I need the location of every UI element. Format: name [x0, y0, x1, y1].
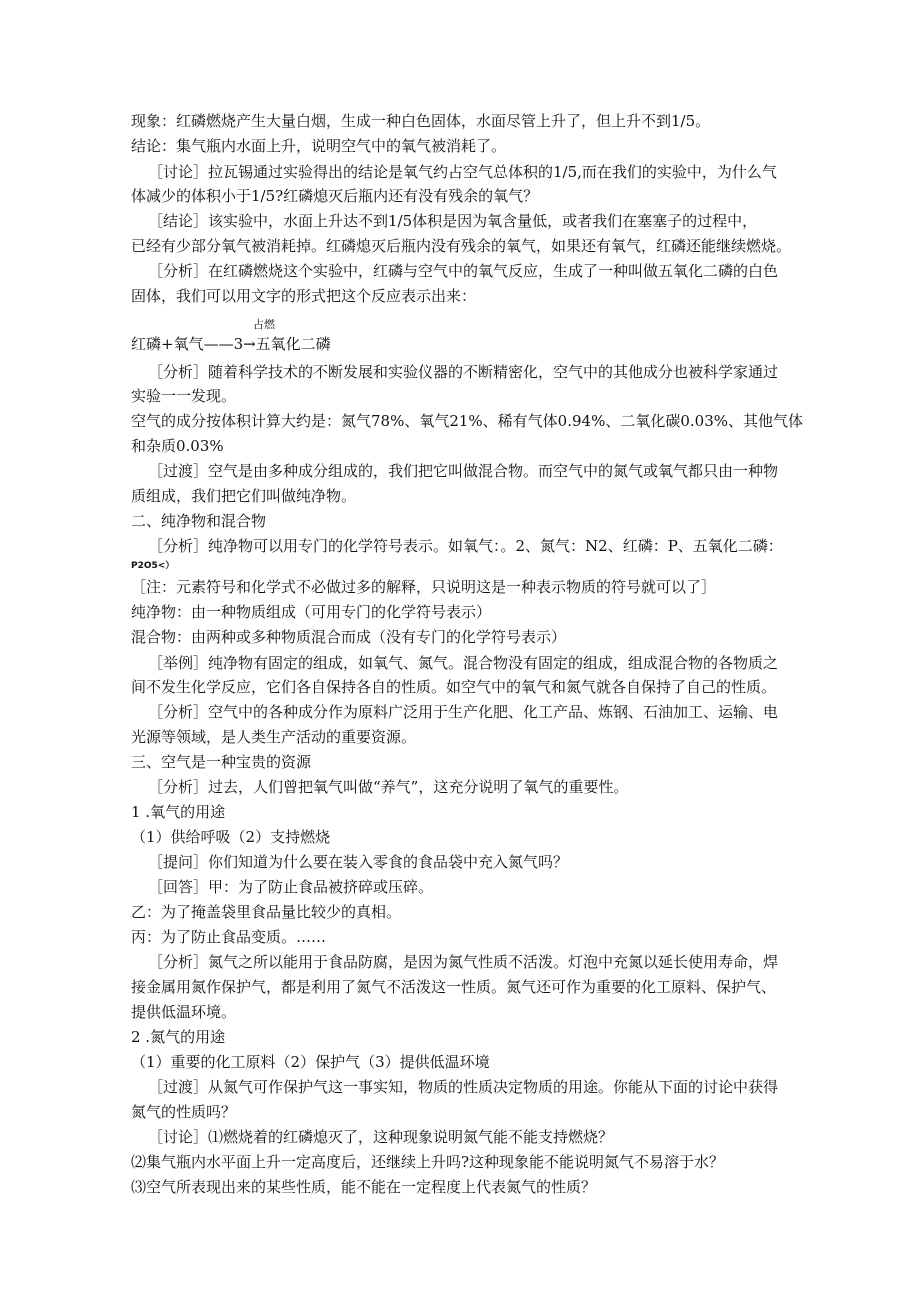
text-line: ［分析］在红磷燃烧这个实验中，红磷与空气中的氧气反应，生成了一种叫做五氧化二磷的白色: [148, 262, 779, 280]
text-line: 体减少的体积小于1/5?红磷熄灭后瓶内还有没有残余的氧气？: [131, 187, 539, 205]
text-line: 实验一一发现。: [131, 387, 237, 405]
text-line: ［过渡］从氮气可作保护气这一事实知，物质的性质决定物质的用途。你能从下面的讨论中获得: [148, 1078, 779, 1096]
text-line: 乙：为了掩盖袋里食品量比较少的真相。: [131, 903, 402, 921]
text-line: ［分析］空气中的各种成分作为原料广泛用于生产化肥、化工产品、炼钢、石油加工、运输、电: [148, 703, 779, 721]
text-line: 和杂质0.03%: [131, 437, 224, 455]
text-line: ［讨论］⑴燃烧着的红磷熄灭了，这种现象说明氮气能不能支持燃烧？: [148, 1128, 614, 1146]
text-line: ［结论］该实验中，水面上升达不到1/5体积是因为氧含量低，或者我们在塞塞子的过程中，: [148, 212, 758, 230]
text-line: 提供低温环境。: [131, 1003, 237, 1021]
subsection-heading: 1 .氧气的用途: [131, 803, 226, 821]
reaction-equation: 红磷+氧气——3→五氧化二磷: [131, 335, 331, 353]
subsection-heading: 2 .氮气的用途: [131, 1028, 226, 1046]
text-line: 纯净物：由一种物质组成（可用专门的化学符号表示）: [131, 603, 492, 621]
text-line: ［过渡］空气是由多种成分组成的，我们把它叫做混合物。而空气中的氮气或氧气都只由一种物: [148, 462, 779, 480]
text-line: 固体，我们可以用文字的形式把这个反应表示出来：: [131, 287, 477, 305]
text-line: 质组成，我们把它们叫做纯净物。: [131, 487, 357, 505]
text-line: 混合物：由两种或多种物质混合而成（没有专门的化学符号表示）: [131, 628, 567, 646]
text-line: ［分析］过去，人们曾把氧气叫做“养气”，这充分说明了氧气的重要性。: [148, 778, 629, 796]
text-line: ［分析］随着科学技术的不断发展和实验仪器的不断精密化，空气中的其他成分也被科学家通过: [148, 363, 779, 381]
text-line: （1）重要的化工原料（2）保护气（3）提供低温环境: [131, 1053, 490, 1071]
text-line: ⑶空气所表现出来的某些性质，能不能在一定程度上代表氮气的性质？: [131, 1178, 597, 1196]
text-line: 丙：为了防止食品变质。……: [131, 928, 327, 946]
text-line: ［提问］你们知道为什么要在装入零食的食品袋中充入氮气吗？: [148, 853, 569, 871]
text-line: ［回答］甲：为了防止食品被挤碎或压碎。: [148, 878, 434, 896]
reaction-condition: 占燃: [253, 318, 275, 331]
text-line: ⑵集气瓶内水平面上升一定高度后，还继续上升吗?这种现象能不能说明氮气不易溶于水？: [131, 1153, 725, 1171]
text-line: 接金属用氮作保护气，都是利用了氮气不活泼这一性质。氮气还可作为重要的化工原料、保护气、: [131, 978, 777, 996]
section-heading: 三、空气是一种宝贵的资源: [131, 753, 312, 771]
text-line: 氮气的性质吗？: [131, 1103, 237, 1121]
text-line: ［举例］纯净物有固定的组成，如氧气、氮气。混合物没有固定的组成，组成混合物的各物质之: [148, 654, 779, 672]
text-line: 空气的成分按体积计算大约是：氮气78%、氧气21%、稀有气体0.94%、二氧化碳0.03%、其他气体: [131, 412, 803, 430]
text-line: 结论：集气瓶内水面上升，说明空气中的氧气被消耗了。: [131, 137, 507, 155]
text-line: 光源等领域，是人类生产活动的重要资源。: [131, 728, 417, 746]
text-line: （1）供给呼吸（2）支持燃烧: [131, 828, 331, 846]
text-line: 间不发生化学反应，它们各自保持各自的性质。如空气中的氧气和氮气就各自保持了自己的性质。: [131, 678, 777, 696]
note-line: ［注：元素符号和化学式不必做过多的解释，只说明这是一种表示物质的符号就可以了］: [131, 578, 717, 596]
text-line: ［分析］纯净物可以用专门的化学符号表示。如氧气：。2、氮气：N2、红磷：P、五氧化二磷：: [148, 537, 783, 555]
text-line: 已经有少部分氧气被消耗掉。红磷熄灭后瓶内没有残余的氧气，如果还有氧气，红磷还能继续燃烧。: [131, 237, 792, 255]
text-line: ［讨论］拉瓦锡通过实验得出的结论是氧气约占空气总体积的1/5,而在我们的实验中，为什么气: [148, 163, 777, 181]
section-heading: 二、纯净物和混合物: [131, 512, 267, 530]
formula-fragment: P2O5<）: [131, 561, 175, 571]
text-line: 现象：红磷燃烧产生大量白烟，生成一种白色固体，水面尽管上升了，但上升不到1/5。: [131, 112, 711, 130]
text-line: ［分析］氮气之所以能用于食品防腐，是因为氮气性质不活泼。灯泡中充氮以延长使用寿命，焊: [148, 953, 779, 971]
